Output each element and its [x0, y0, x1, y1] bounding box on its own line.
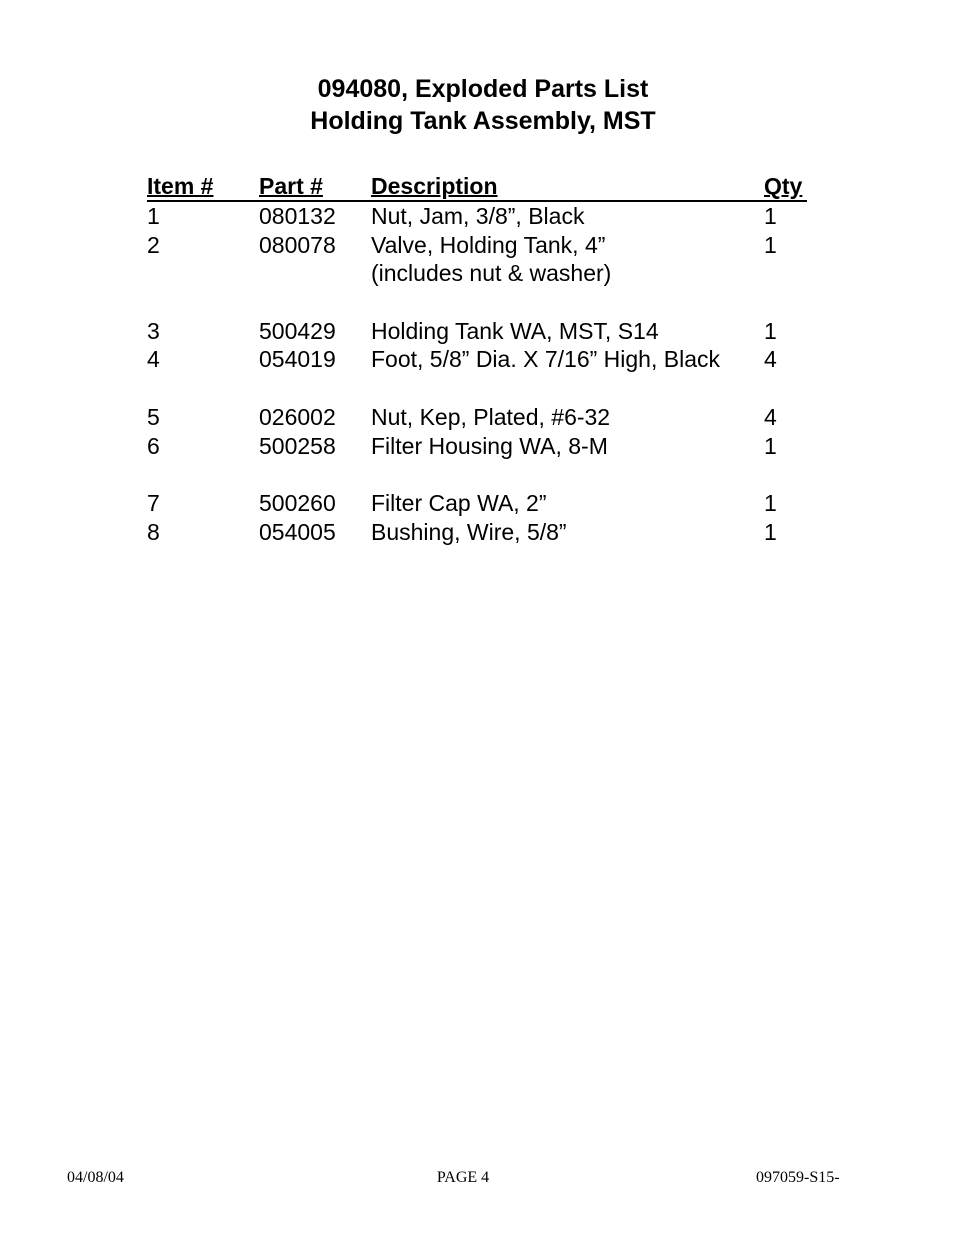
part-qty: 1: [764, 518, 777, 545]
part-description: Bushing, Wire, 5/8”: [371, 518, 567, 545]
item-number: 3: [147, 317, 160, 344]
table-header-row: [147, 173, 807, 202]
table-row: [147, 231, 807, 288]
part-qty: 1: [764, 231, 777, 258]
table-row: [147, 432, 807, 461]
item-number: 4: [147, 346, 160, 373]
footer-date: 04/08/04: [67, 1169, 124, 1186]
document-title: 094080, Exploded Parts List: [317, 75, 649, 103]
part-qty: 4: [764, 403, 777, 430]
table-row: [147, 403, 807, 432]
part-number: 026002: [259, 403, 336, 430]
parts-list-table: [147, 173, 807, 546]
item-number: 7: [147, 490, 160, 517]
item-number: 2: [147, 231, 160, 258]
part-number: 500429: [259, 317, 336, 344]
header-item-number: Item #: [147, 173, 214, 199]
item-number: 1: [147, 203, 160, 229]
part-qty: 1: [764, 490, 777, 517]
part-qty: 1: [764, 317, 777, 344]
table-row: [147, 202, 807, 231]
table-row: [147, 317, 807, 346]
table-row: [147, 489, 807, 518]
part-description: Filter Housing WA, 8-M: [371, 432, 608, 459]
part-qty: 4: [764, 346, 777, 373]
part-number: 080078: [259, 231, 336, 258]
part-description: Nut, Kep, Plated, #6-32: [371, 403, 611, 430]
part-number: 080132: [259, 203, 336, 229]
part-description: [371, 231, 764, 288]
document-subtitle: Holding Tank Assembly, MST: [310, 107, 656, 135]
item-number: 8: [147, 518, 160, 545]
part-description: Foot, 5/8” Dia. X 7/16” High, Black: [371, 346, 720, 373]
header-description: Description: [371, 173, 498, 199]
part-number: 054019: [259, 346, 336, 373]
part-description-line2: (includes nut & washer): [371, 260, 612, 287]
part-qty: 1: [764, 203, 777, 229]
group-spacer: [147, 374, 807, 403]
header-qty: Qty: [764, 173, 803, 199]
part-description-line1: Valve, Holding Tank, 4”: [371, 231, 606, 258]
group-spacer: [147, 460, 807, 489]
part-description: Nut, Jam, 3/8”, Black: [371, 203, 585, 229]
footer-document-number: 097059-S15-: [756, 1169, 840, 1186]
header-part-number: Part #: [259, 173, 323, 199]
group-spacer: [147, 288, 807, 317]
item-number: 5: [147, 403, 160, 430]
footer-page-number: PAGE 4: [436, 1169, 490, 1186]
part-description: Filter Cap WA, 2”: [371, 490, 547, 517]
part-number: 500258: [259, 432, 336, 459]
part-number: 500260: [259, 490, 336, 517]
part-qty: 1: [764, 432, 777, 459]
part-number: 054005: [259, 518, 336, 545]
part-description: Holding Tank WA, MST, S14: [371, 317, 659, 344]
item-number: 6: [147, 432, 160, 459]
table-row: [147, 518, 807, 547]
table-row: [147, 345, 807, 374]
